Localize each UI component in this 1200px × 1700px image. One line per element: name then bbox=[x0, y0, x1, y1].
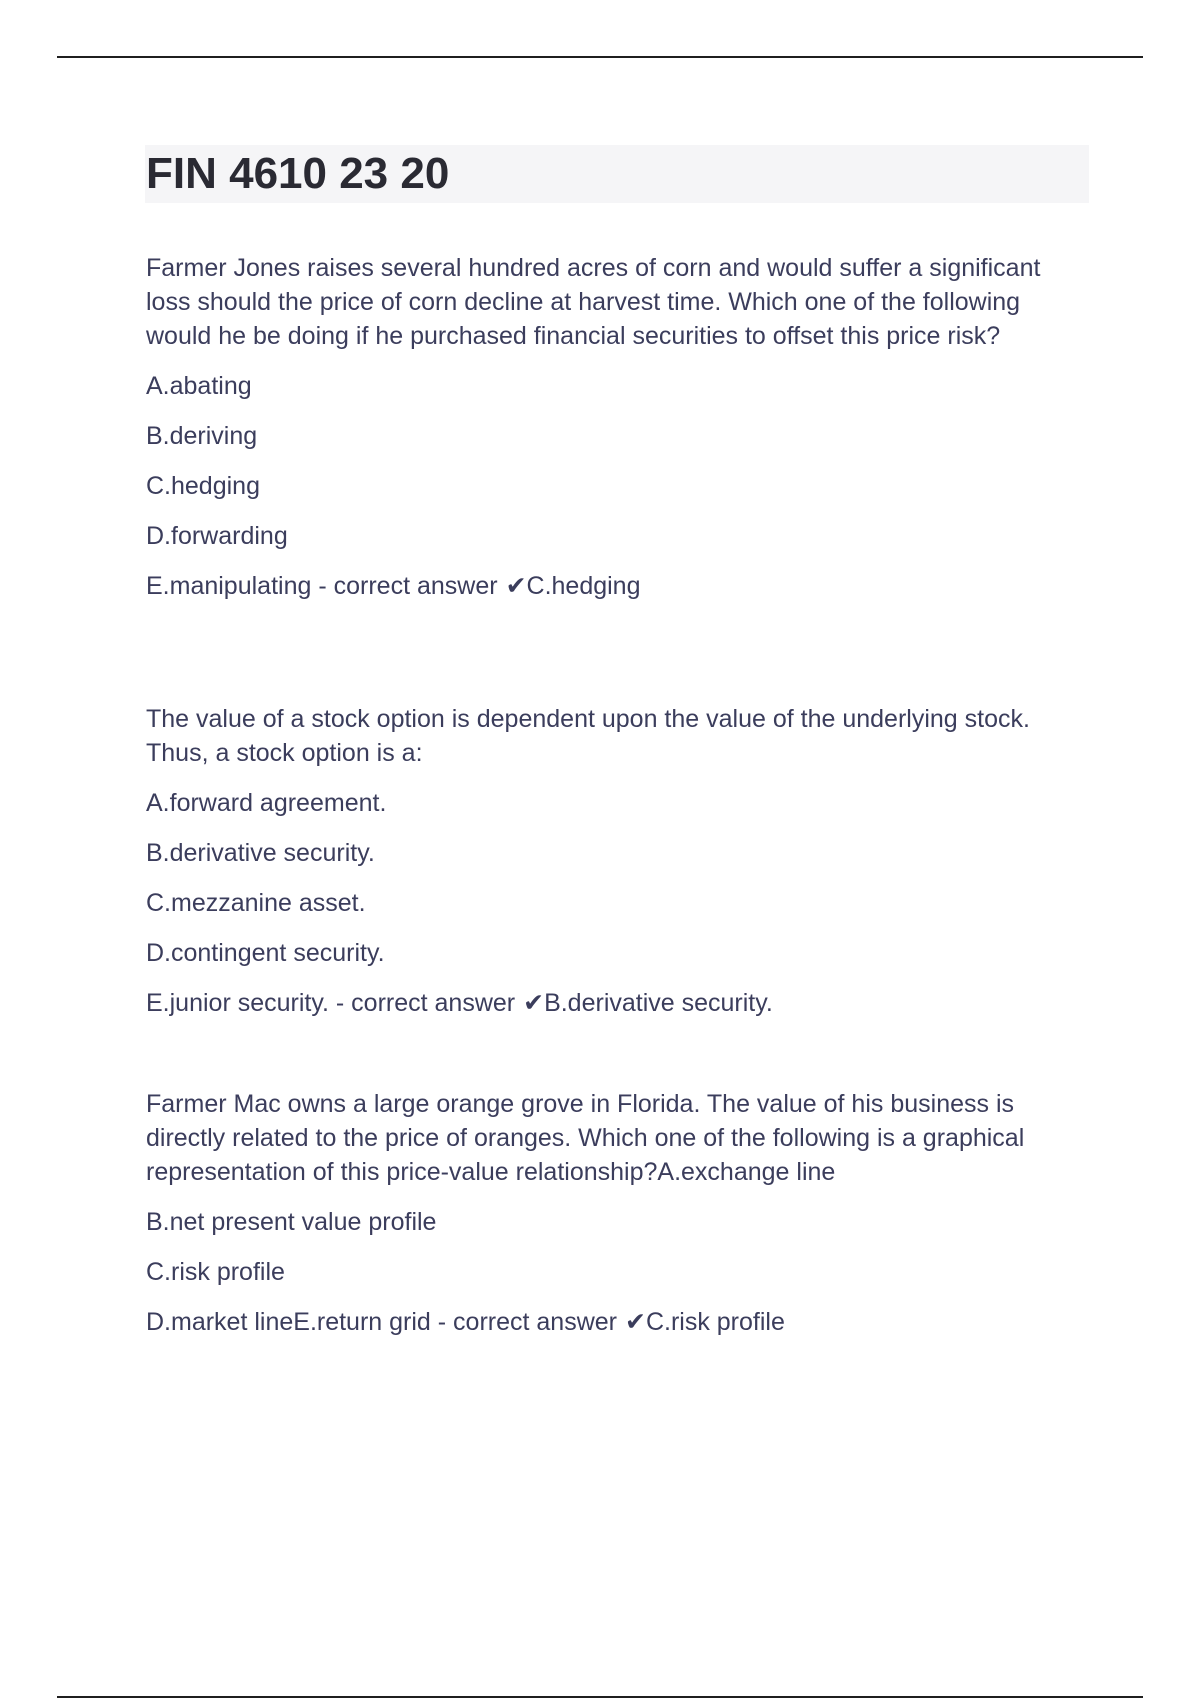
option-c: C.risk profile bbox=[146, 1258, 285, 1286]
option-d-e: D.market lineE.return grid bbox=[146, 1308, 431, 1336]
answer-label: - correct answer bbox=[437, 1308, 617, 1336]
answer-line bbox=[146, 986, 1086, 1020]
question-block-1 bbox=[146, 251, 1086, 619]
question-stem: The value of a stock option is dependent upon the value of the underlying stock. Thus, a stock option is a: bbox=[146, 705, 1030, 767]
checkmark-icon: ✔ bbox=[625, 1308, 646, 1336]
option-b: B.derivative security. bbox=[146, 839, 375, 867]
question-block-3 bbox=[146, 1087, 1086, 1355]
option-a: A.forward agreement. bbox=[146, 789, 387, 817]
option-c: C.mezzanine asset. bbox=[146, 889, 366, 917]
answer-label: - correct answer bbox=[318, 572, 498, 600]
bottom-rule bbox=[57, 1696, 1143, 1698]
correct-answer: B.derivative security. bbox=[544, 989, 773, 1017]
correct-answer: C.risk profile bbox=[645, 1308, 785, 1336]
checkmark-icon: ✔ bbox=[523, 989, 545, 1017]
checkmark-icon: ✔ bbox=[505, 572, 527, 600]
option-d: D.contingent security. bbox=[146, 939, 385, 967]
option-d: D.forwarding bbox=[146, 522, 288, 550]
correct-answer: C.hedging bbox=[526, 572, 641, 600]
option-b: B.net present value profile bbox=[146, 1208, 437, 1236]
question-stem: Farmer Mac owns a large orange grove in Florida. The value of his business is directly related to the price of oranges. Which one of the following is a graphical representation of this price-value relationship?A.exchange line bbox=[146, 1090, 1025, 1186]
question-stem: Farmer Jones raises several hundred acres of corn and would suffer a significant loss should the price of corn decline at harvest time. Which one of the following would he be doing if he purchased financial securities to offset this price risk? bbox=[146, 254, 1041, 350]
answer-label: - correct answer bbox=[335, 989, 516, 1017]
option-a: A.abating bbox=[146, 372, 252, 400]
answer-line bbox=[146, 569, 1086, 603]
option-e: E.junior security. bbox=[146, 989, 329, 1017]
question-block-2 bbox=[146, 702, 1086, 1036]
page-title: FIN 4610 23 20 bbox=[146, 149, 450, 198]
option-e: E.manipulating bbox=[146, 572, 312, 600]
option-b: B.deriving bbox=[146, 422, 258, 450]
answer-line bbox=[146, 1305, 1086, 1339]
option-c: C.hedging bbox=[146, 472, 260, 500]
top-rule bbox=[57, 56, 1143, 58]
